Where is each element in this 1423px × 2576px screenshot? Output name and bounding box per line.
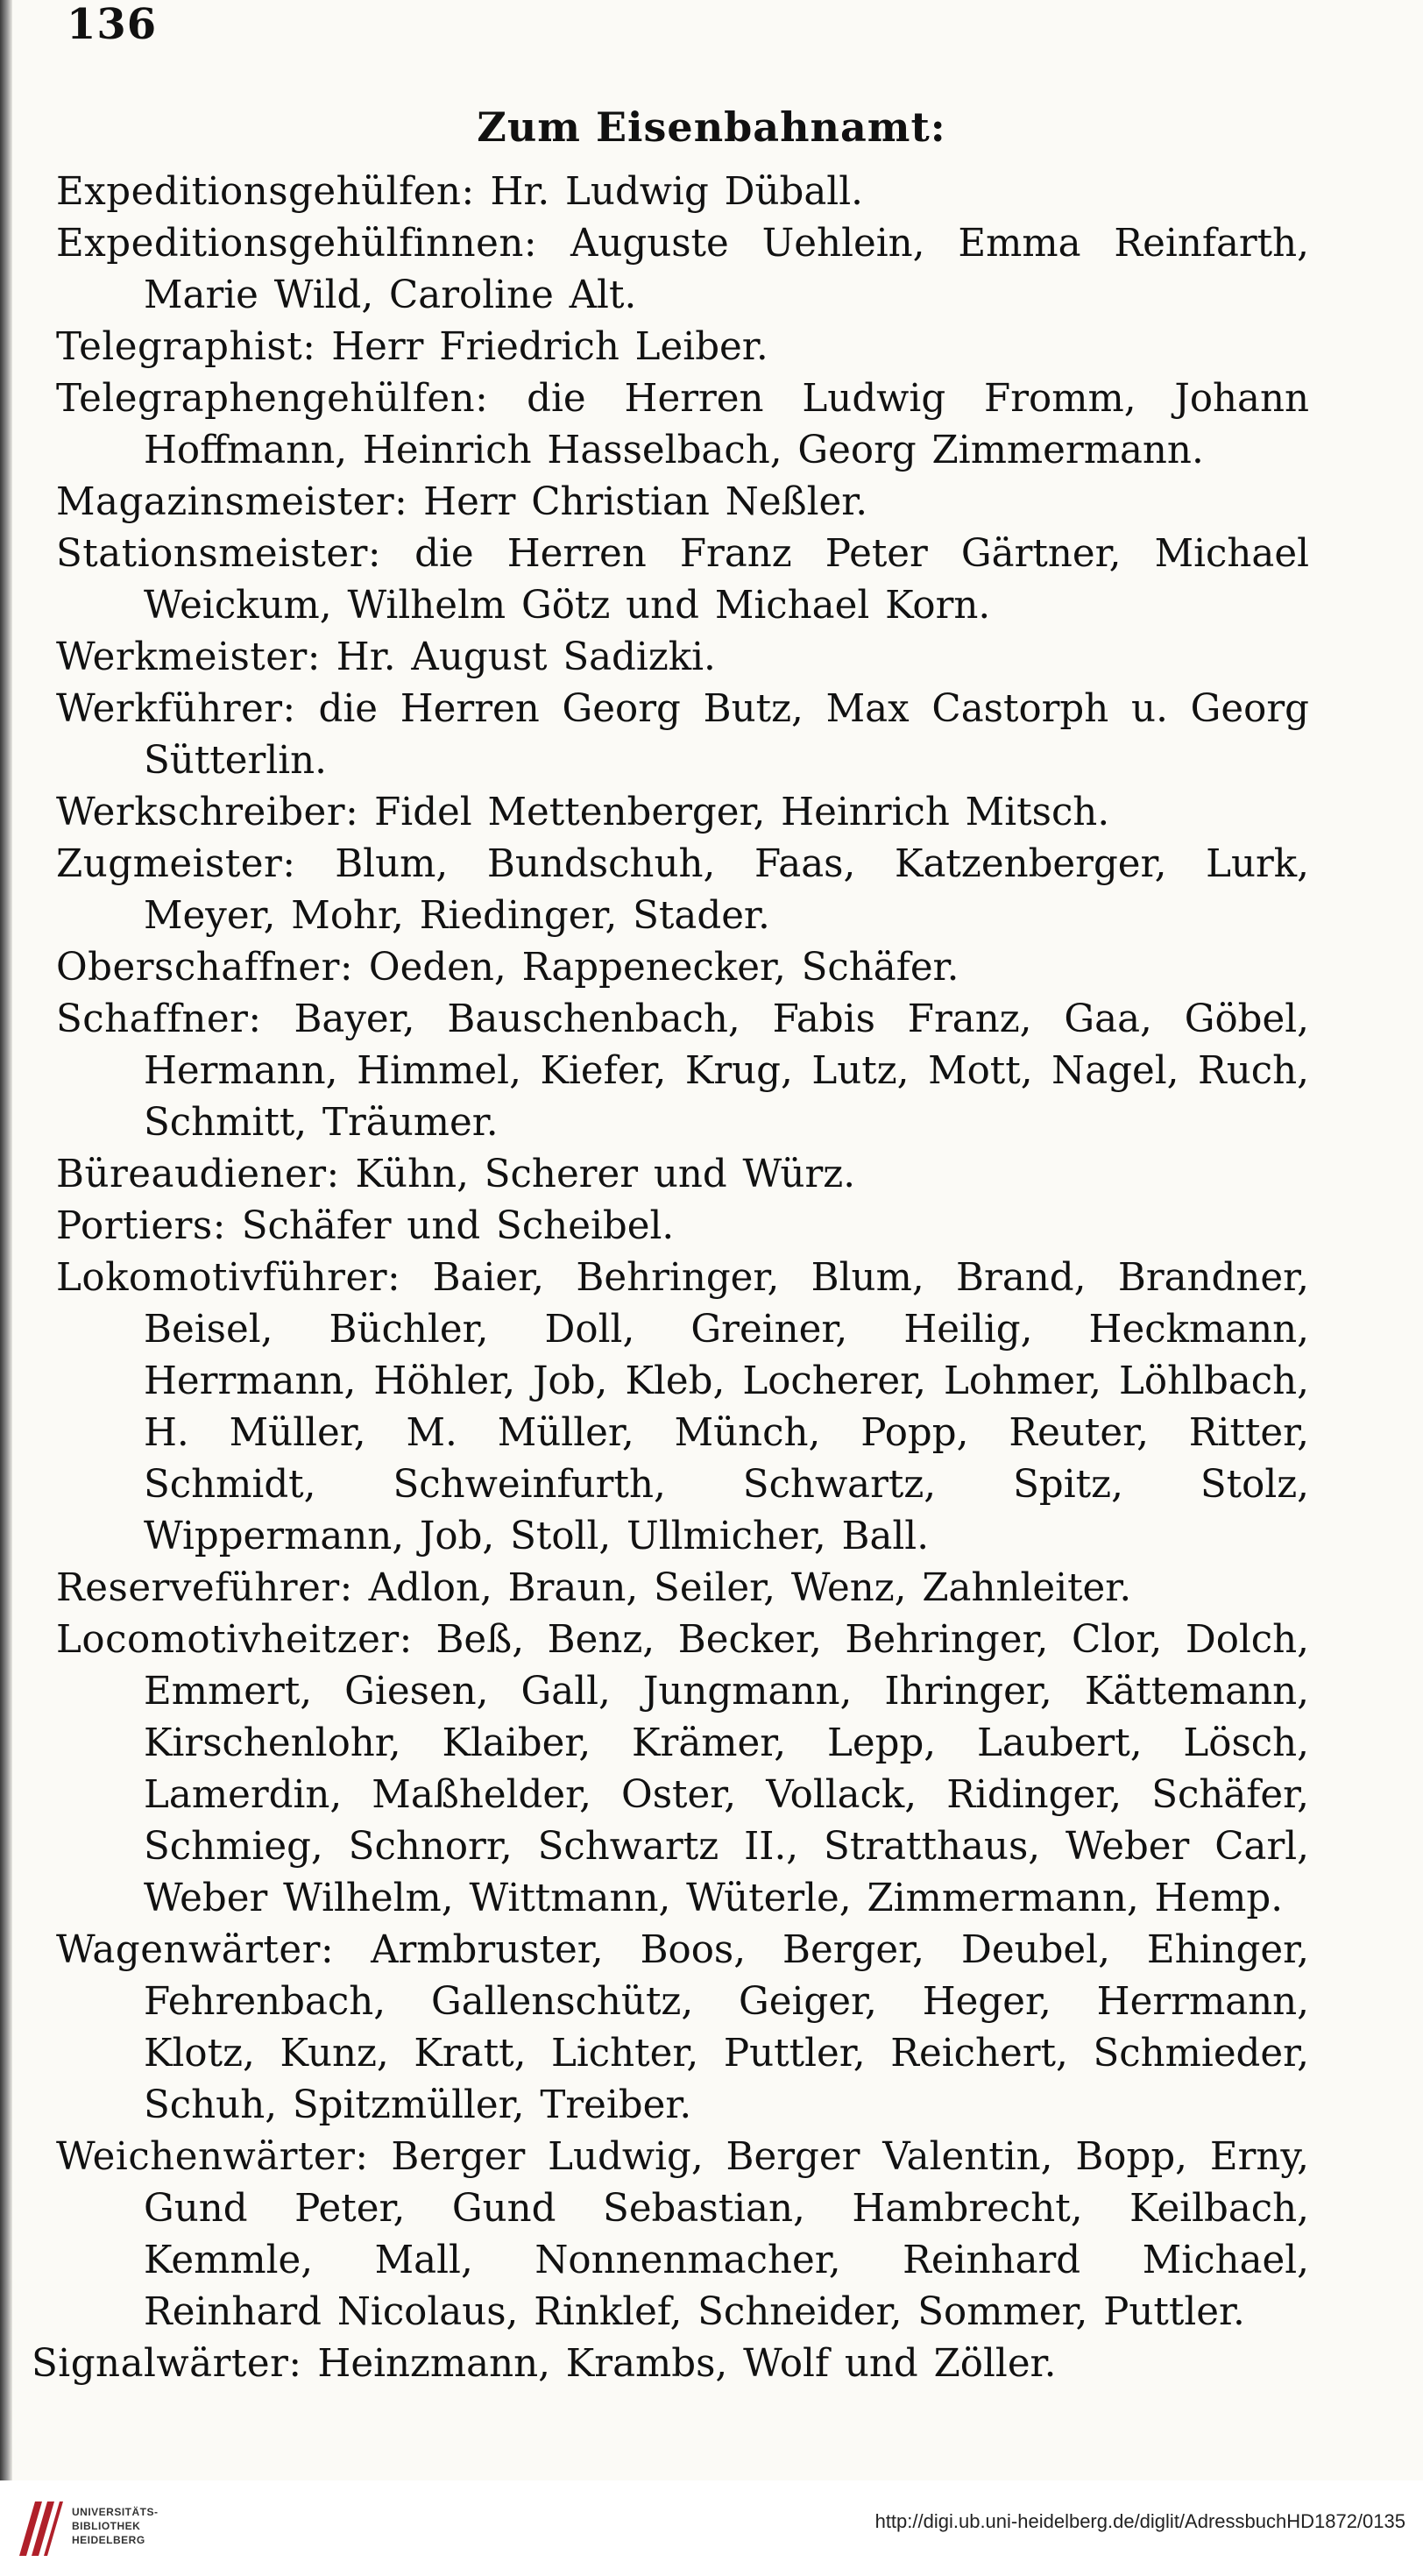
entry-text: Heinzmann, Krambs, Wolf und Zöller. xyxy=(317,2342,1057,2386)
list-item xyxy=(56,684,1309,787)
entry-label: Wagenwärter: xyxy=(56,1928,335,1972)
list-item xyxy=(56,632,1309,684)
list-item xyxy=(56,322,1309,373)
list-item xyxy=(56,839,1309,942)
entry-label: Stationsmeister: xyxy=(56,532,382,576)
entry-text: Adlon, Braun, Seiler, Wenz, Zahnleiter. xyxy=(368,1566,1132,1610)
entry-text: Hr. August Sadizki. xyxy=(336,635,716,679)
list-item xyxy=(56,373,1309,477)
logo-line: HEIDELBERG xyxy=(72,2534,145,2546)
list-item xyxy=(56,1925,1309,2132)
entry-label: Weichenwärter: xyxy=(56,2135,369,2179)
list-item xyxy=(32,2338,1309,2390)
entry-label: Werkmeister: xyxy=(56,635,321,679)
entry-label: Oberschaffner: xyxy=(56,946,354,990)
entry-text: die Herren Ludwig Fromm, Johann Hoffmann, Heinrich Hasselbach, Georg Zimmermann. xyxy=(144,377,1309,472)
list-item xyxy=(56,477,1309,529)
entry-text: Auguste Uehlein, Emma Reinfarth, Marie Wild, Caroline Alt. xyxy=(144,222,1309,317)
entry-label: Signalwärter: xyxy=(32,2342,302,2386)
logo-line: BIBLIOTHEK xyxy=(72,2520,141,2532)
entry-label: Portiers: xyxy=(56,1204,226,1248)
list-item xyxy=(56,218,1309,322)
entry-text: Fidel Mettenberger, Heinrich Mitsch. xyxy=(374,791,1110,834)
list-item xyxy=(56,2132,1309,2338)
entry-label: Magazinsmeister: xyxy=(56,480,408,524)
entry-text: die Herren Franz Peter Gärtner, Michael Weickum, Wilhelm Götz und Michael Korn. xyxy=(144,532,1309,628)
list-item xyxy=(56,1201,1309,1253)
entry-label: Werkführer: xyxy=(56,687,296,731)
entry-text: Beß, Benz, Becker, Behringer, Clor, Dolch, Emmert, Giesen, Gall, Jungmann, Ihringer, Kättemann, Kirschenlohr, Klaiber, Krämer, Lepp, Laubert, Lösch, Lamerdin, Maßhelder, Oster, Vollack, Ridinger, Schäfer, Schmieg, Schnorr, Schwartz II., Stratthaus, Weber Carl, Weber Wilhelm, Wittmann, Wüterle, Zimmermann, Hemp. xyxy=(144,1618,1309,1920)
logo-line: UNIVERSITÄTS- xyxy=(72,2506,159,2518)
list-item xyxy=(56,942,1309,994)
list-item xyxy=(56,529,1309,632)
entry-label: Telegraphengehülfen: xyxy=(56,377,489,421)
entry-text: Berger Ludwig, Berger Valentin, Bopp, Erny, Gund Peter, Gund Sebastian, Hambrecht, Keilbach, Kemmle, Mall, Nonnenmacher, Reinhard Michael, Reinhard Nicolaus, Rinklef, Schneider, Sommer, Puttler. xyxy=(144,2135,1310,2334)
list-item xyxy=(56,994,1309,1149)
entry-list xyxy=(32,167,1310,2390)
page-number: 136 xyxy=(67,0,158,49)
library-logo-text xyxy=(72,2505,159,2547)
entry-label: Schaffner: xyxy=(56,997,262,1041)
section-heading: Zum Eisenbahnamt: xyxy=(477,103,946,151)
entry-label: Büreaudiener: xyxy=(56,1153,340,1196)
list-item xyxy=(56,167,1309,218)
entry-label: Locomotivheitzer: xyxy=(56,1618,413,1662)
list-item xyxy=(56,787,1309,839)
entry-text: Blum, Bundschuh, Faas, Katzenberger, Lurk, Meyer, Mohr, Riedinger, Stader. xyxy=(144,842,1309,938)
list-item xyxy=(56,1149,1309,1201)
entry-text: Hr. Ludwig Düball. xyxy=(490,170,863,214)
entry-text: Bayer, Bauschenbach, Fabis Franz, Gaa, Göbel, Hermann, Himmel, Kiefer, Krug, Lutz, Mott, Nagel, Ruch, Schmitt, Träumer. xyxy=(144,997,1309,1145)
entry-text: Herr Christian Neßler. xyxy=(423,480,868,524)
entry-text: Baier, Behringer, Blum, Brand, Brandner, Beisel, Büchler, Doll, Greiner, Heilig, Heckmann, Herrmann, Höhler, Job, Kleb, Locherer, Lohmer, Löhlbach, H. Müller, M. Müller, Münch, Popp, Reuter, Ritter, Schmidt, Schweinfurth, Schwartz, Spitz, Stolz, Wippermann, Job, Stoll, Ullmicher, Ball. xyxy=(144,1256,1310,1558)
library-logo-icon xyxy=(16,2498,65,2559)
entry-text: Kühn, Scherer und Würz. xyxy=(355,1153,856,1196)
list-item xyxy=(56,1614,1309,1925)
entry-label: Reserveführer: xyxy=(56,1566,353,1610)
list-item xyxy=(56,1563,1309,1614)
entry-text: die Herren Georg Butz, Max Castorph u. Georg Sütterlin. xyxy=(144,687,1310,783)
list-item xyxy=(56,1253,1309,1563)
entry-label: Lokomotivführer: xyxy=(56,1256,401,1300)
entry-text: Schäfer und Scheibel. xyxy=(241,1204,675,1248)
entry-label: Zugmeister: xyxy=(56,842,296,886)
entry-label: Expeditionsgehülfen: xyxy=(56,170,475,214)
entry-text: Herr Friedrich Leiber. xyxy=(331,325,768,369)
entry-label: Werkschreiber: xyxy=(56,791,359,834)
viewer-footer xyxy=(0,2480,1423,2576)
entry-label: Telegraphist: xyxy=(56,325,316,369)
library-logo[interactable] xyxy=(16,2498,182,2559)
book-spine-shadow xyxy=(0,0,12,2480)
entry-label: Expeditionsgehülfinnen: xyxy=(56,222,538,266)
permalink-url[interactable]: http://digi.ub.uni-heidelberg.de/diglit/AdressbuchHD1872/0135 xyxy=(874,2510,1405,2532)
entry-text: Armbruster, Boos, Berger, Deubel, Ehinger, Fehrenbach, Gallenschütz, Geiger, Heger, Herrmann, Klotz, Kunz, Kratt, Lichter, Puttler, Reichert, Schmieder, Schuh, Spitzmüller, Treiber. xyxy=(144,1928,1310,2127)
entry-text: Oeden, Rappenecker, Schäfer. xyxy=(368,946,959,990)
